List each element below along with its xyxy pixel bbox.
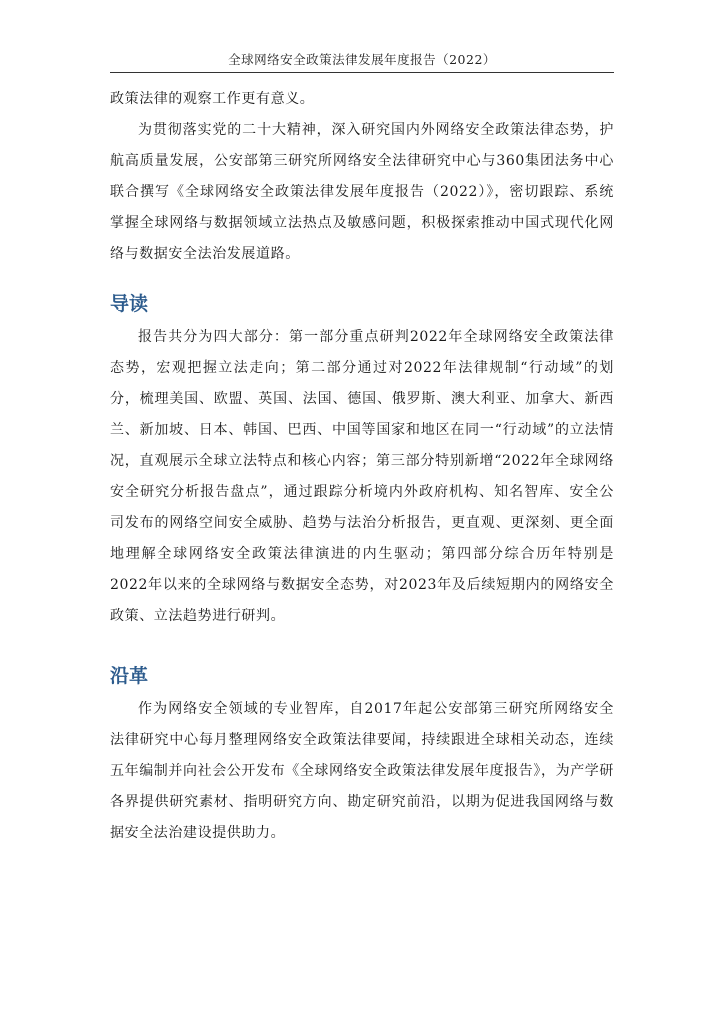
page-body [110, 84, 614, 849]
header-divider [110, 72, 614, 73]
intro-paragraph: 为贯彻落实党的二十大精神，深入研究国内外网络安全政策法律态势，护航高质量发展，公安部第三研究所网络安全法律研究中心与360集团法务中心联合撰写《全球网络安全政策法律发展年度报告（2022）》，密切跟踪、系统掌握全球网络与数据领域立法热点及敏感问题，积极探索推动中国式现代化网络与数据安全法治发展道路。 [110, 122, 614, 262]
guide-paragraph: 报告共分为四大部分：第一部分重点研判2022年全球网络安全政策法律态势，宏观把握立法走向；第二部分通过对2022年法律规制“行动域”的划分，梳理美国、欧盟、英国、法国、德国、俄罗斯、澳大利亚、加拿大、新西兰、新加坡、日本、韩国、巴西、中国等国家和地区在同一“行动域”的立法情况，直观展示全球立法特点和核心内容；第三部分特别新增“2022年全球网络安全研究分析报告盘点”，通过跟踪分析境内外政府机构、知名智库、安全公司发布的网络空间安全威胁、趋势与法治分析报告，更直观、更深刻、更全面地理解全球网络安全政策法律演进的内生驱动；第四部分综合历年特别是2022年以来的全球网络与数据安全态势，对2023年及后续短期内的网络安全政策、立法趋势进行研判。 [110, 329, 614, 624]
section-heading-history: 沿革 [110, 665, 149, 687]
running-header: 全球网络安全政策法律发展年度报告（2022） [228, 52, 496, 67]
continued-paragraph: 政策法律的观察工作更有意义。 [110, 91, 315, 107]
section-heading-guide: 导读 [110, 293, 149, 315]
history-paragraph: 作为网络安全领域的专业智库，自2017年起公安部第三研究所网络安全法律研究中心每月整理网络安全政策法律要闻，持续跟进全球相关动态，连续五年编制并向社会公开发布《全球网络安全政策法律发展年度报告》，为产学研各界提供研究素材、指明研究方向、勘定研究前沿，以期为促进我国网络与数据安全法治建设提供助力。 [110, 701, 614, 841]
